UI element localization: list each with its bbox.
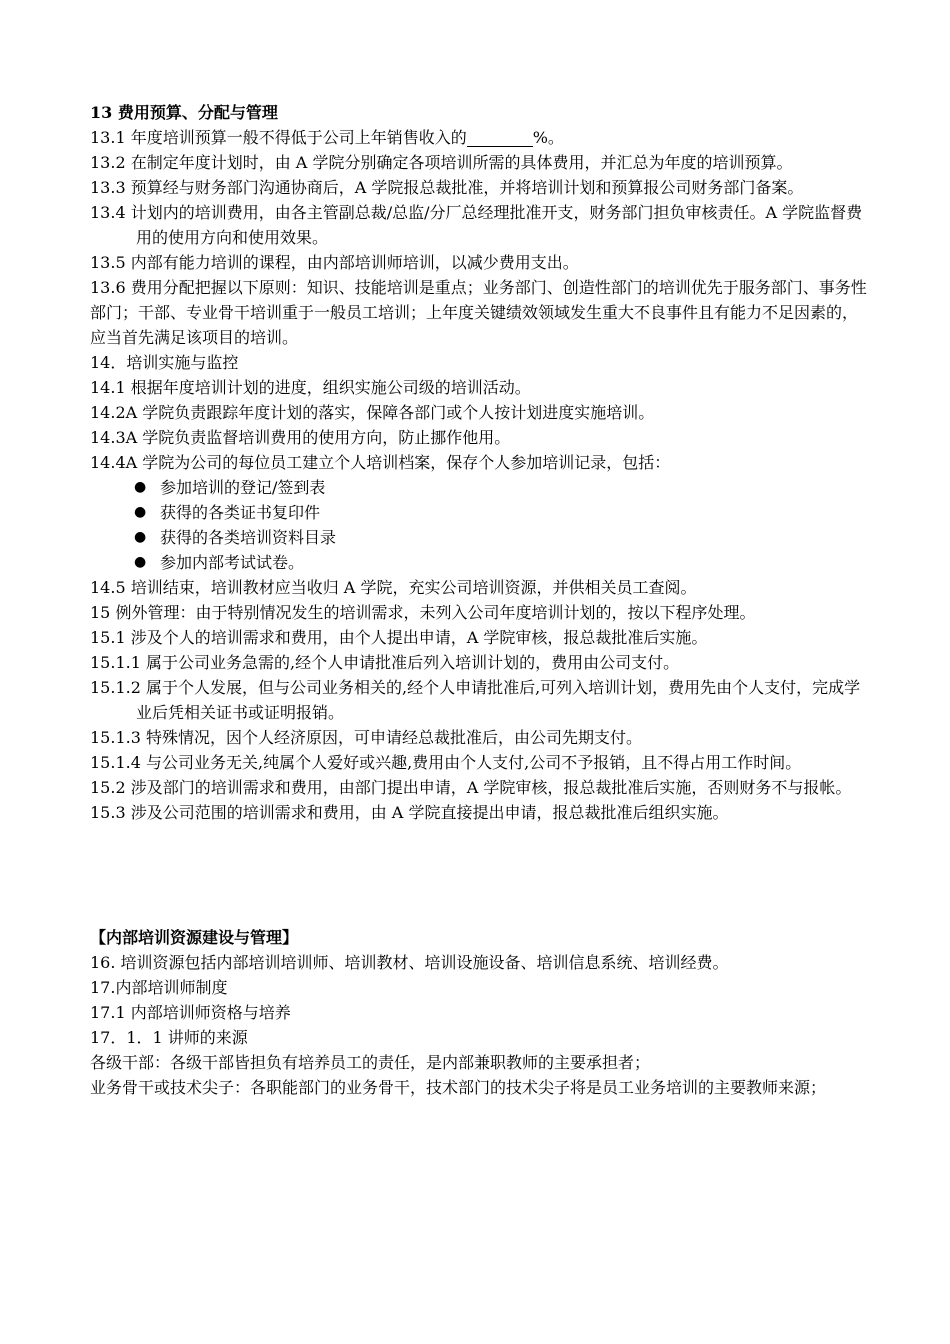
archive-bullet-list: [90, 475, 870, 575]
list-item: [90, 500, 870, 525]
item-14-1: 14.1 根据年度培训计划的进度，组织实施公司级的培训活动。: [90, 378, 531, 397]
backbone-paragraph: 业务骨干或技术尖子：各职能部门的业务骨干，技术部门的技术尖子将是员工业务培训的主要教师来源；: [90, 1078, 827, 1097]
list-item-text: 参加培训的登记/签到表: [160, 478, 326, 497]
blank-underline: [467, 128, 533, 147]
section-gap: [90, 825, 870, 925]
list-item: [90, 475, 870, 500]
item-13-6: 13.6 费用分配把握以下原则：知识、技能培训是重点；业务部门、创造性部门的培训优先于服务部门、事务性部门；干部、专业骨干培训重于一般员工培训；上年度关键绩效领域发生重大不良事件且有能力不足因素的，应当首先满足该项目的培训。: [90, 278, 867, 347]
item-13-1: [90, 125, 870, 150]
section-14-title: 14．培训实施与监控: [90, 353, 239, 372]
item-15-1-2: 15.1.2 属于个人发展，但与公司业务相关的,经个人申请批准后,可列入培训计划，费用先由个人支付，完成学业后凭相关证书或证明报销。: [90, 678, 861, 722]
cadre-paragraph: 各级干部：各级干部皆担负有培养员工的责任，是内部兼职教师的主要承担者；: [90, 1053, 651, 1072]
item-16: 16. 培训资源包括内部培训培训师、培训教材、培训设施设备、培训信息系统、培训经费。: [90, 953, 729, 972]
item-14-2: 14.2A 学院负责跟踪年度计划的落实，保障各部门或个人按计划进度实施培训。: [90, 403, 655, 422]
item-13-2: 13.2 在制定年度计划时，由 A 学院分别确定各项培训所需的具体费用，并汇总为年度的培训预算。: [90, 153, 793, 172]
item-15-1-4: 15.1.4 与公司业务无关,纯属个人爱好或兴趣,费用由个人支付,公司不予报销，且不得占用工作时间。: [90, 753, 802, 772]
item-15-3: 15.3 涉及公司范围的培训需求和费用，由 A 学院直接提出申请，报总裁批准后组织实施。: [90, 803, 729, 822]
item-14-5: 14.5 培训结束，培训教材应当收归 A 学院，充实公司培训资源，并供相关员工查阅。: [90, 578, 697, 597]
item-15-1-3: 15.1.3 特殊情况，因个人经济原因，可申请经总裁批准后，由公司先期支付。: [90, 728, 642, 747]
item-13-1-text: 13.1 年度培训预算一般不得低于公司上年销售收入的: [90, 128, 467, 147]
list-item-text: 参加内部考试试卷。: [160, 553, 305, 572]
item-17-1-1: 17．1．1 讲师的来源: [90, 1028, 248, 1047]
item-13-3: 13.3 预算经与财务部门沟通协商后，A 学院报总裁批准，并将培训计划和预算报公司财务部门备案。: [90, 178, 804, 197]
item-15-1-1: 15.1.1 属于公司业务急需的,经个人申请批准后列入培训计划的，费用由公司支付。: [90, 653, 680, 672]
item-13-4: 13.4 计划内的培训费用，由各主管副总裁/总监/分厂总经理批准开支，财务部门担负审核责任。A 学院监督费用的使用方向和使用效果。: [90, 203, 863, 247]
bullet-icon: ●: [134, 529, 147, 545]
section-15-title: 15 例外管理：由于特别情况发生的培训需求，未列入公司年度培训计划的，按以下程序处理。: [90, 603, 756, 622]
bullet-icon: ●: [134, 504, 147, 520]
document-page: [90, 100, 870, 1100]
item-15-1: 15.1 涉及个人的培训需求和费用，由个人提出申请，A 学院审核，报总裁批准后实施。: [90, 628, 708, 647]
list-item: [90, 525, 870, 550]
list-item-text: 获得的各类证书复印件: [160, 503, 321, 522]
section-13-title: 13 费用预算、分配与管理: [90, 103, 278, 122]
internal-resources-title: 【内部培训资源建设与管理】: [90, 928, 299, 947]
list-item-text: 获得的各类培训资料目录: [160, 528, 337, 547]
item-13-5: 13.5 内部有能力培训的课程，由内部培训师培训，以减少费用支出。: [90, 253, 579, 272]
bullet-icon: ●: [134, 479, 147, 495]
item-17: 17.内部培训师制度: [90, 978, 228, 997]
bullet-icon: ●: [134, 554, 147, 570]
list-item: [90, 550, 870, 575]
item-17-1: 17.1 内部培训师资格与培养: [90, 1003, 291, 1022]
item-14-3: 14.3A 学院负责监督培训费用的使用方向，防止挪作他用。: [90, 428, 511, 447]
item-15-2: 15.2 涉及部门的培训需求和费用，由部门提出申请，A 学院审核，报总裁批准后实施，否则财务不与报帐。: [90, 778, 852, 797]
item-14-4: 14.4A 学院为公司的每位员工建立个人培训档案，保存个人参加培训记录，包括：: [90, 453, 671, 472]
item-13-1-suffix: %。: [532, 128, 564, 147]
